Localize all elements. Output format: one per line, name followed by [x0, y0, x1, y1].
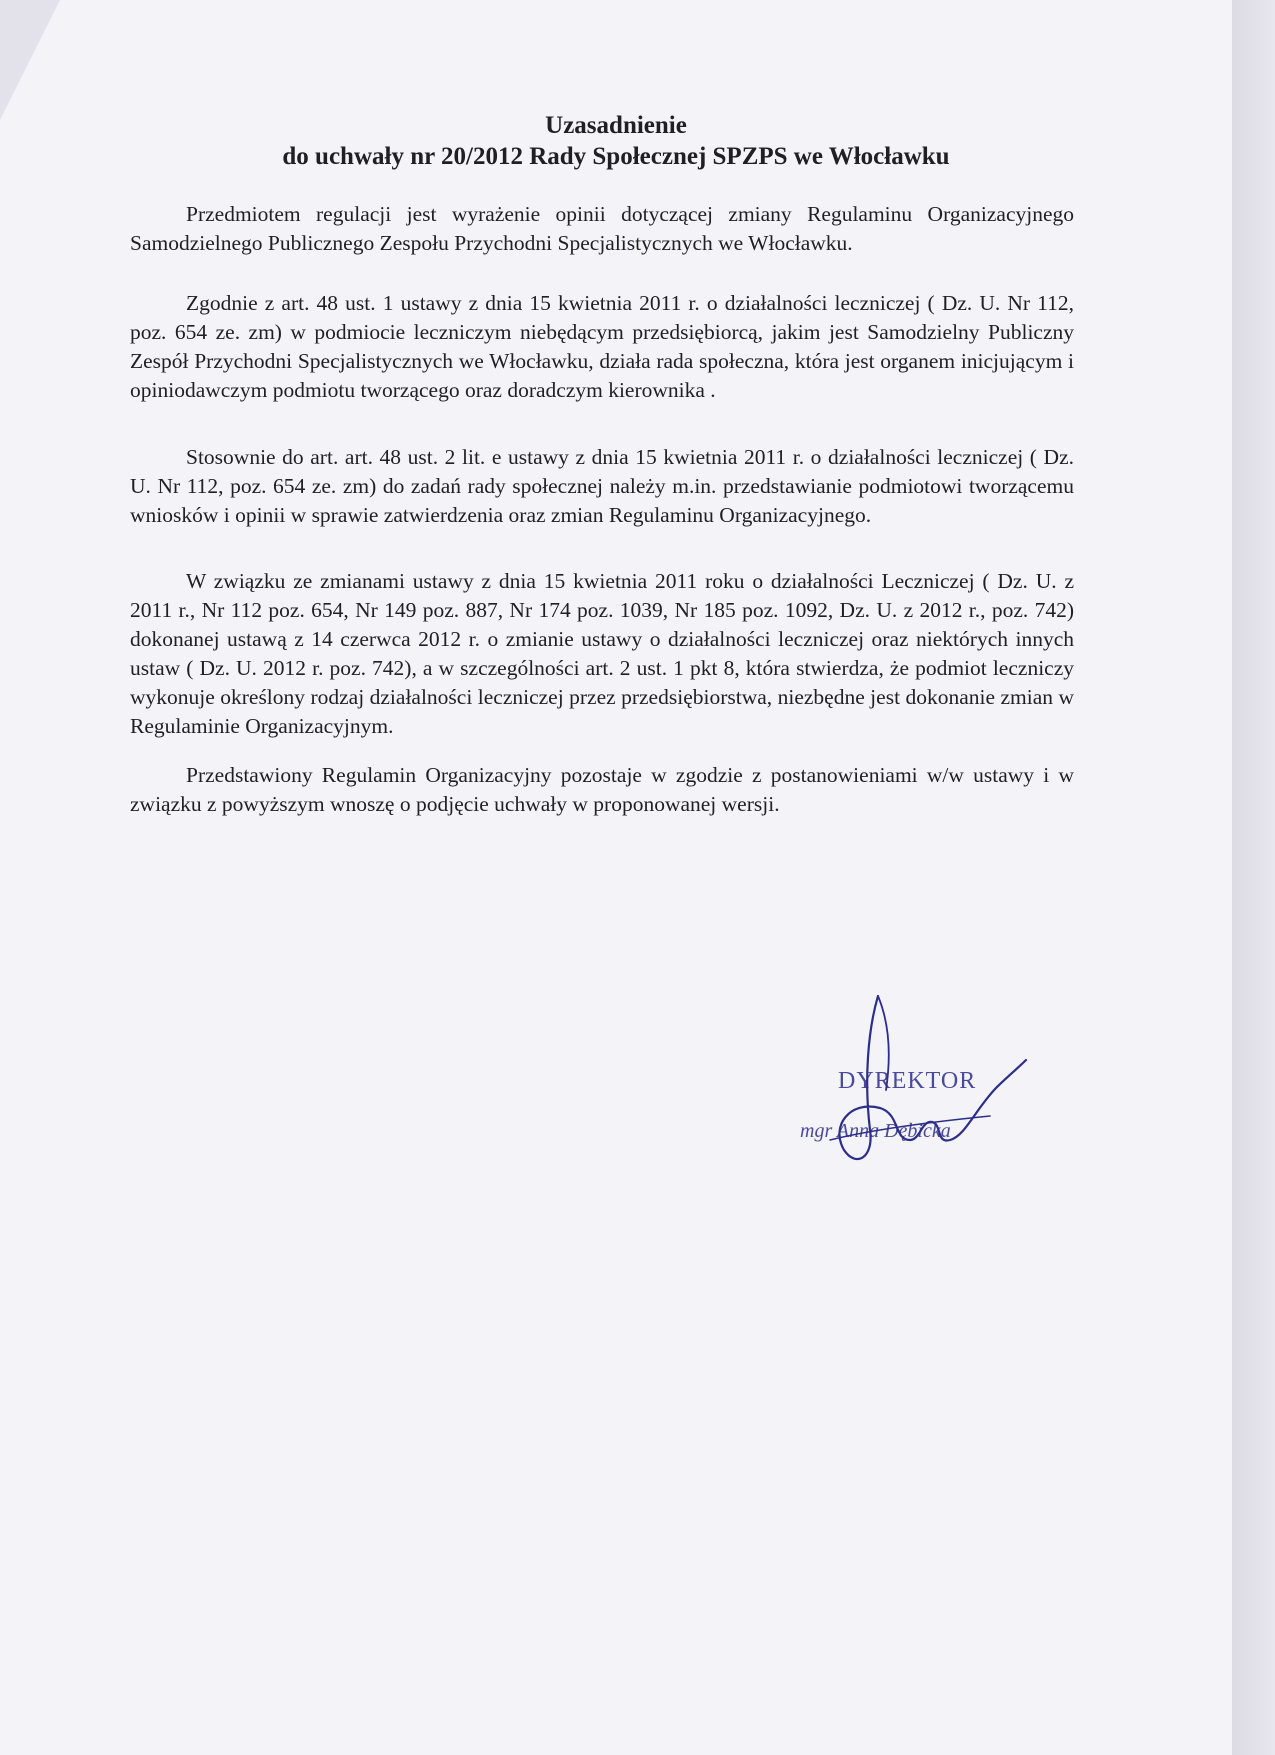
folded-corner — [0, 0, 60, 120]
paragraph-3-text: Stosownie do art. art. 48 ust. 2 lit. e ustawy z dnia 15 kwietnia 2011 r. o działalności leczniczej ( Dz. U. Nr 112, poz. 654 ze. zm) do zadań rady społecznej należy m.in. przedstawianie podmiotowi tworzącemu wniosków i opinii w sprawie zatwierdzenia oraz zmian Regulaminu Organizacyjnego. — [130, 445, 1074, 527]
paragraph-3 — [130, 443, 1074, 530]
stamp-name: mgr Anna Dębicka — [800, 1120, 951, 1142]
paragraph-1-text: Przedmiotem regulacji jest wyrażenie opinii dotyczącej zmiany Regulaminu Organizacyjnego Samodzielnego Publicznego Zespołu Przychodni Specjalistycznych we Włocławku. — [130, 202, 1074, 255]
document-subtitle: do uchwały nr 20/2012 Rady Społecznej SPZPS we Włocławku — [282, 143, 950, 170]
paragraph-5-text: Przedstawiony Regulamin Organizacyjny pozostaje w zgodzie z postanowieniami w/w ustawy i w związku z powyższym wnoszę o podjęcie uchwały w proponowanej wersji. — [130, 763, 1074, 816]
paragraph-2 — [130, 289, 1074, 405]
handwritten-signature-icon — [760, 990, 1030, 1180]
paragraph-2-text: Zgodnie z art. 48 ust. 1 ustawy z dnia 15 kwietnia 2011 r. o działalności leczniczej ( Dz. U. Nr 112, poz. 654 ze. zm) w podmiocie leczniczym niebędącym przedsiębiorcą, jakim jest Samodzielny Publiczny Zespół Przychodni Specjalistycznych we Włocławku, działa rada społeczna, która jest organem inicjującym i opiniodawczym podmiotu tworzącego oraz doradczym kierownika . — [130, 291, 1074, 402]
paragraph-5 — [130, 761, 1074, 819]
page-edge-shadow — [1232, 0, 1275, 1755]
paragraph-4-text: W związku ze zmianami ustawy z dnia 15 kwietnia 2011 roku o działalności Leczniczej ( Dz. U. z 2011 r., Nr 112 poz. 654, Nr 149 poz. 887, Nr 174 poz. 1039, Nr 185 poz. 1092, Dz. U. z 2012 r., poz. 742) dokonanej ustawą z 14 czerwca 2012 r. o zmianie ustawy o działalności leczniczej oraz niektórych innych ustaw ( Dz. U. 2012 r. poz. 742), a w szczególności art. 2 ust. 1 pkt 8, która stwierdza, że podmiot leczniczy wykonuje określony rodzaj działalności leczniczej przez przedsiębiorstwa, niezbędne jest dokonanie zmian w Regulaminie Organizacyjnym. — [130, 569, 1074, 738]
document-title: Uzasadnienie — [545, 112, 687, 139]
paragraph-1 — [130, 200, 1074, 258]
paragraph-4 — [130, 567, 1074, 741]
stamp-title: DYREKTOR — [838, 1068, 977, 1094]
